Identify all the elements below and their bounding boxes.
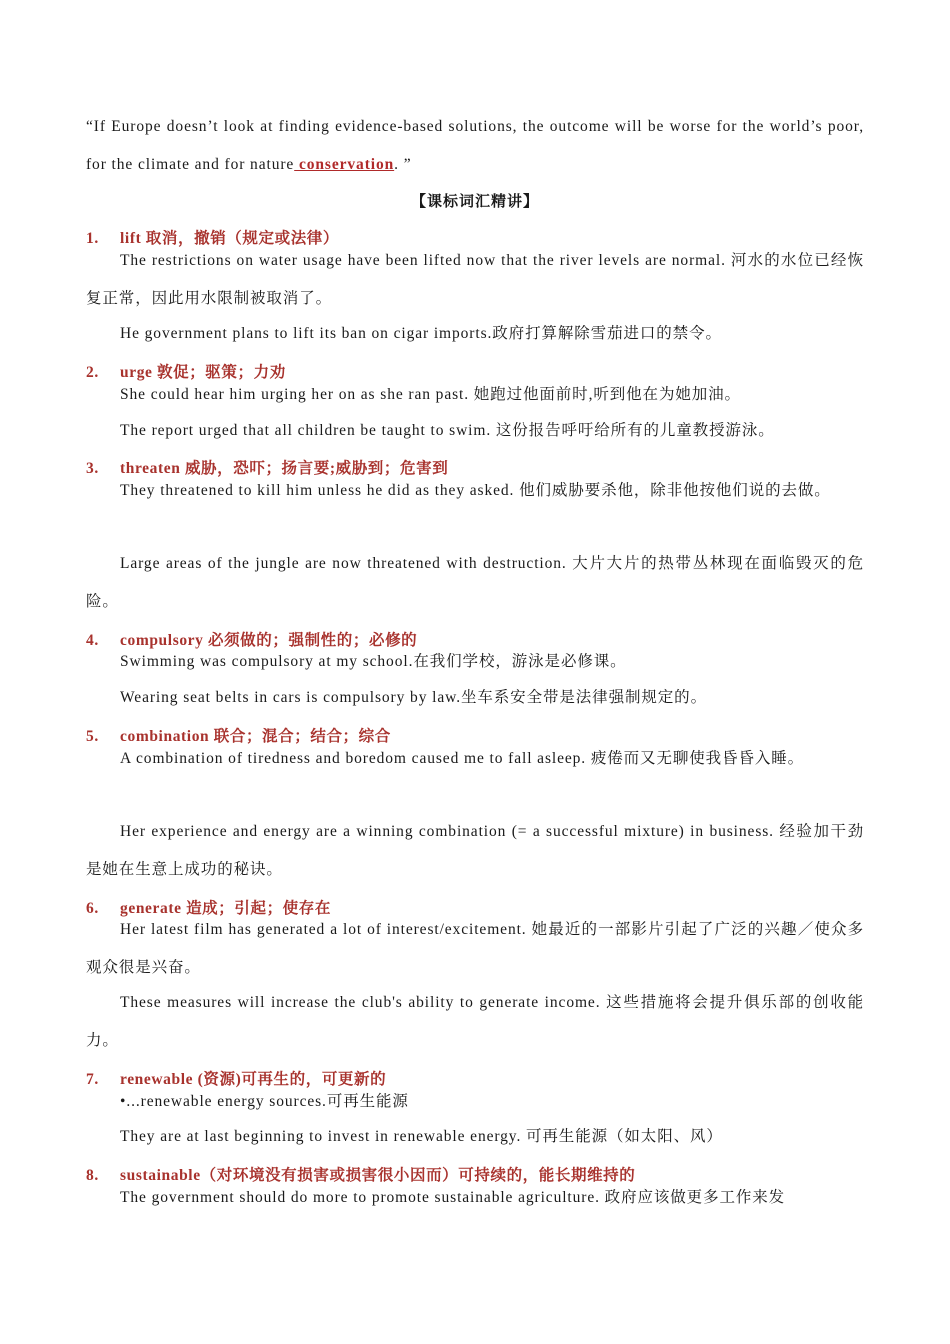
vocab-number: 8. — [86, 1167, 99, 1184]
example-sentence: He government plans to lift its ban on cigar imports.政府打算解除雪茄进口的禁令。 — [120, 325, 722, 342]
example-sentence: The government should do more to promote sustainable agriculture. 政府应该做更多工作来发 — [120, 1189, 786, 1206]
vocab-number: 2. — [86, 364, 99, 381]
vocab-number: 4. — [86, 632, 99, 649]
example-sentence: These measures will increase the club's ability to generate income. 这些措施将会提升俱乐部的创收能力。 — [86, 994, 864, 1049]
example-sentence: Wearing seat belts in cars is compulsory by law.坐车系安全带是法律强制规定的。 — [120, 689, 707, 706]
example-sentence: Large areas of the jungle are now threatened with destruction. 大片大片的热带丛林现在面临毁灭的危险。 — [86, 555, 864, 610]
section-title: 【课标词汇精讲】 — [410, 194, 539, 210]
example-sentence: The restrictions on water usage have been lifted now that the river levels are normal. 河水的水位已经恢复正常，因此用水限制被取消了。 — [86, 252, 864, 307]
example-sentence: She could hear him urging her on as she ran past. 她跑过他面前时,听到他在为她加油。 — [120, 386, 741, 403]
vocab-term: threaten 威胁，恐吓；扬言要;威胁到；危害到 — [120, 460, 449, 477]
example-sentence: •...renewable energy sources.可再生能源 — [120, 1093, 409, 1110]
quote-text: “If Europe doesn’t look at finding evidence-based solutions, the outcome will be worse for the world’s poor, for the climate and for nature — [86, 118, 864, 173]
example-sentence: They threatened to kill him unless he did as they asked. 他们威胁要杀他，除非他按他们说的去做。 — [120, 482, 831, 499]
vocab-term: sustainable（对环境没有损害或损害很小因而）可持续的，能长期维持的 — [120, 1167, 636, 1184]
vocab-number: 7. — [86, 1071, 99, 1088]
vocab-number: 5. — [86, 728, 99, 745]
vocab-number: 3. — [86, 460, 99, 477]
example-sentence: Swimming was compulsory at my school.在我们学校，游泳是必修课。 — [120, 653, 627, 670]
vocab-number: 6. — [86, 900, 99, 917]
quote-highlight-word: conservation — [294, 156, 395, 173]
example-sentence: The report urged that all children be taught to swim. 这份报告呼吁给所有的儿童教授游泳。 — [120, 422, 775, 439]
quote-paragraph — [86, 108, 864, 184]
example-sentence: A combination of tiredness and boredom caused me to fall asleep. 疲倦而又无聊使我昏昏入睡。 — [120, 750, 805, 767]
example-sentence: Her latest film has generated a lot of interest/excitement. 她最近的一部影片引起了广泛的兴趣／使众多观众很是兴奋。 — [86, 921, 864, 976]
vocab-term: lift 取消，撤销（规定或法律） — [120, 230, 340, 247]
vocab-term: compulsory 必须做的；强制性的；必修的 — [120, 632, 418, 649]
quote-end: . ” — [394, 156, 412, 173]
example-sentence: They are at last beginning to invest in renewable energy. 可再生能源（如太阳、风） — [120, 1128, 723, 1145]
vocab-term: urge 敦促；驱策；力劝 — [120, 364, 286, 381]
example-sentence: Her experience and energy are a winning combination (= a successful mixture) in business. 经验加干劲是她在生意上成功的秘诀。 — [86, 823, 864, 878]
vocab-term: renewable (资源)可再生的，可更新的 — [120, 1071, 387, 1088]
vocab-term: combination 联合；混合；结合；综合 — [120, 728, 391, 745]
vocab-number: 1. — [86, 230, 99, 247]
vocab-term: generate 造成；引起；使存在 — [120, 900, 331, 917]
